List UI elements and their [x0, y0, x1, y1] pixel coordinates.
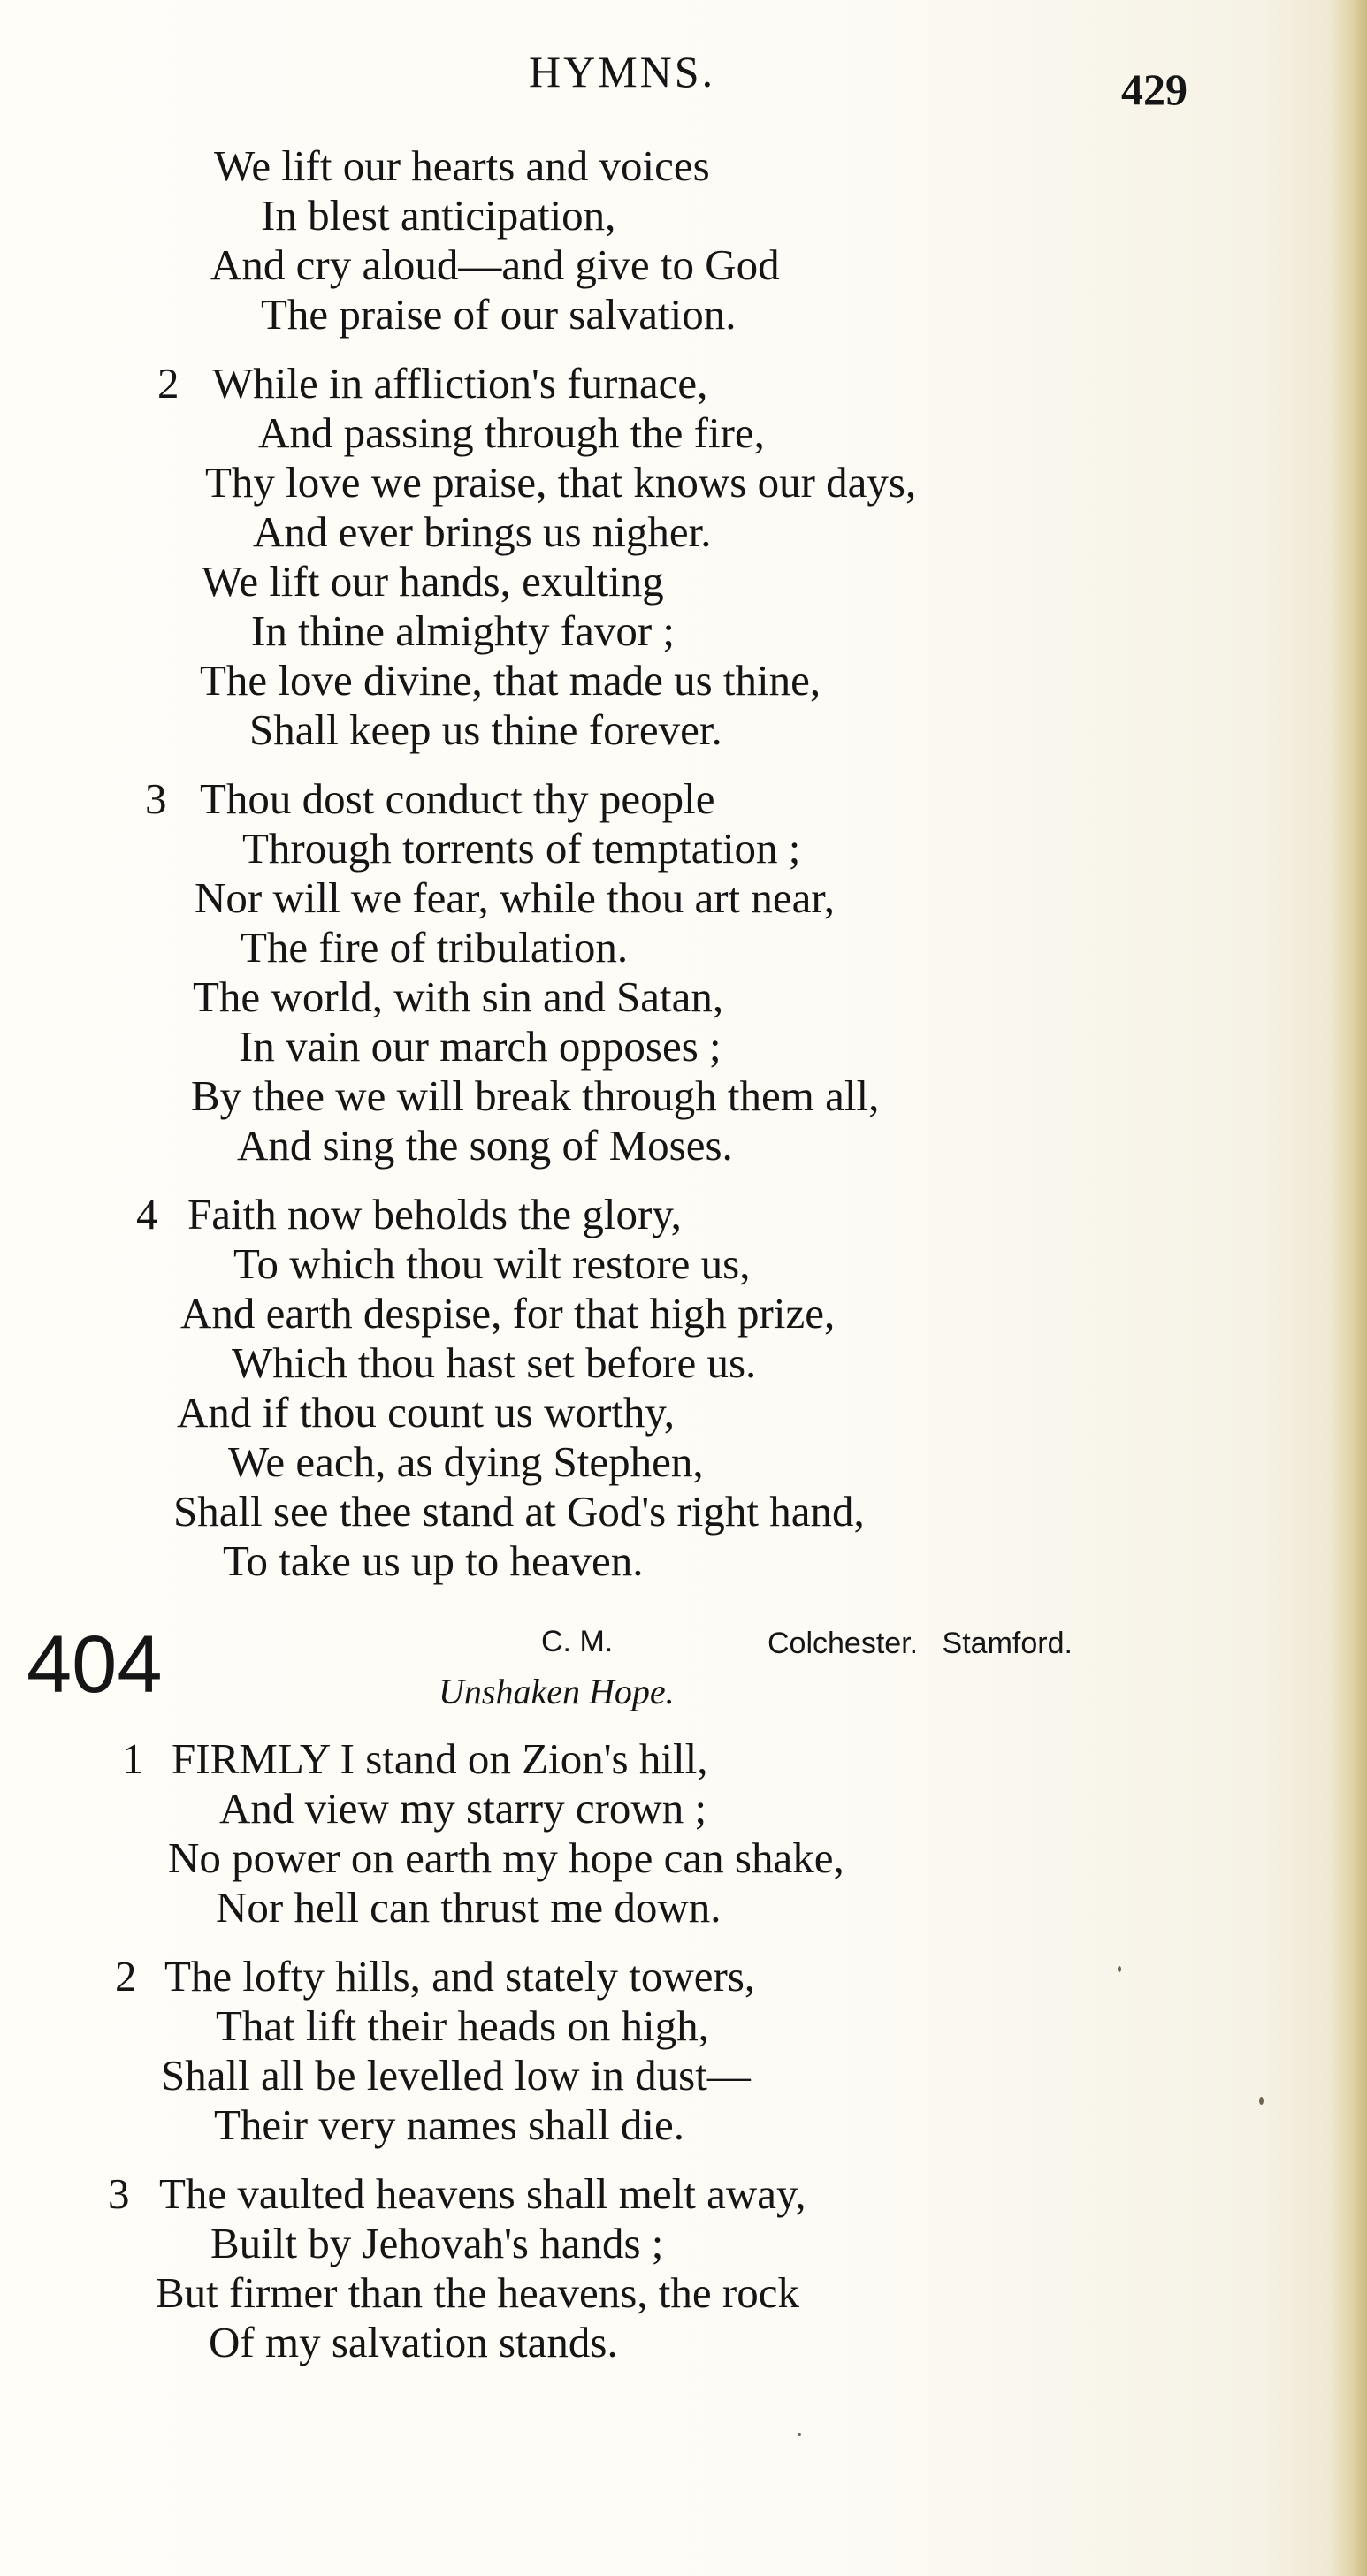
page-edge-shadow [1330, 0, 1367, 2576]
verse-line: Built by Jehovah's hands ; [210, 2219, 664, 2267]
verse-line: The world, with sin and Satan, [193, 972, 724, 1021]
verse-line: Of my salvation stands. [209, 2318, 618, 2366]
verse-line: Thy love we praise, that knows our days, [205, 458, 917, 507]
verse-line: And sing the song of Moses. [237, 1121, 733, 1170]
verse-line: And if thou count us worthy, [177, 1388, 675, 1437]
verse-line: And earth despise, for that high prize, [180, 1289, 836, 1338]
verse-line: The fire of tribulation. [241, 923, 629, 972]
ink-speck [1118, 1966, 1121, 1972]
ink-speck [798, 2433, 801, 2436]
hymn-tunes: Colchester. Stamford. [768, 1627, 1073, 1660]
verse-number: 2 [115, 1952, 137, 2001]
verse-line: Shall all be levelled low in dust— [161, 2051, 751, 2100]
verse-line: Shall see thee stand at God's right hand, [173, 1487, 865, 1536]
verse-line: We each, as dying Stephen, [228, 1437, 704, 1486]
verse-line: Which thou hast set before us. [232, 1338, 757, 1387]
verse-line: The praise of our salvation. [261, 290, 737, 339]
verse-line: By thee we will break through them all, [191, 1071, 880, 1120]
page-number: 429 [1121, 65, 1188, 114]
verse-line: To take us up to heaven. [223, 1536, 644, 1585]
verse-number: 3 [145, 774, 167, 823]
verse-line: That lift their heads on high, [216, 2001, 709, 2050]
hymn-title: Unshaken Hope. [439, 1672, 675, 1711]
verse-line: Through torrents of temptation ; [242, 824, 801, 873]
verse-line: Thou dost conduct thy people [200, 774, 715, 823]
verse-line: While in affliction's furnace, [212, 359, 708, 408]
verse-line: But firmer than the heavens, the rock [156, 2268, 799, 2317]
verse-line: Faith now beholds the glory, [187, 1190, 682, 1238]
verse-line: And passing through the fire, [258, 408, 765, 457]
verse-line: The love divine, that made us thine, [200, 656, 821, 705]
verse-line: And ever brings us nigher. [253, 507, 712, 556]
verse-line: FIRMLY I stand on Zion's hill, [172, 1734, 708, 1783]
verse-number: 1 [122, 1734, 144, 1783]
verse-line: The vaulted heavens shall melt away, [159, 2169, 806, 2218]
verse-number: 3 [108, 2169, 130, 2218]
hymn-meter: C. M. [541, 1625, 614, 1658]
running-head [0, 46, 1367, 114]
verse-line: Shall keep us thine forever. [249, 705, 722, 754]
verse-line: Their very names shall die. [214, 2100, 685, 2149]
verse-line: Nor hell can thrust me down. [216, 1883, 722, 1932]
verse-line: We lift our hearts and voices [214, 141, 710, 190]
hymn-number: 404 [27, 1620, 163, 1710]
verse-line: In blest anticipation, [261, 191, 616, 240]
verse-number: 2 [157, 359, 179, 408]
ink-speck [1259, 2097, 1264, 2105]
verse-line: We lift our hands, exulting [202, 557, 664, 606]
verse-line: To which thou wilt restore us, [233, 1239, 751, 1288]
verse-line: Nor will we fear, while thou art near, [195, 873, 835, 922]
verse-line: And cry aloud—and give to God [210, 240, 780, 289]
verse-line: And view my starry crown ; [219, 1784, 707, 1833]
verse-line: The lofty hills, and stately towers, [164, 1952, 756, 2001]
verse-line: In vain our march opposes ; [239, 1022, 722, 1071]
running-title: HYMNS. [529, 47, 716, 96]
verse-number: 4 [136, 1190, 158, 1238]
verse-line: No power on earth my hope can shake, [168, 1833, 844, 1882]
verse-line: In thine almighty favor ; [251, 606, 675, 655]
